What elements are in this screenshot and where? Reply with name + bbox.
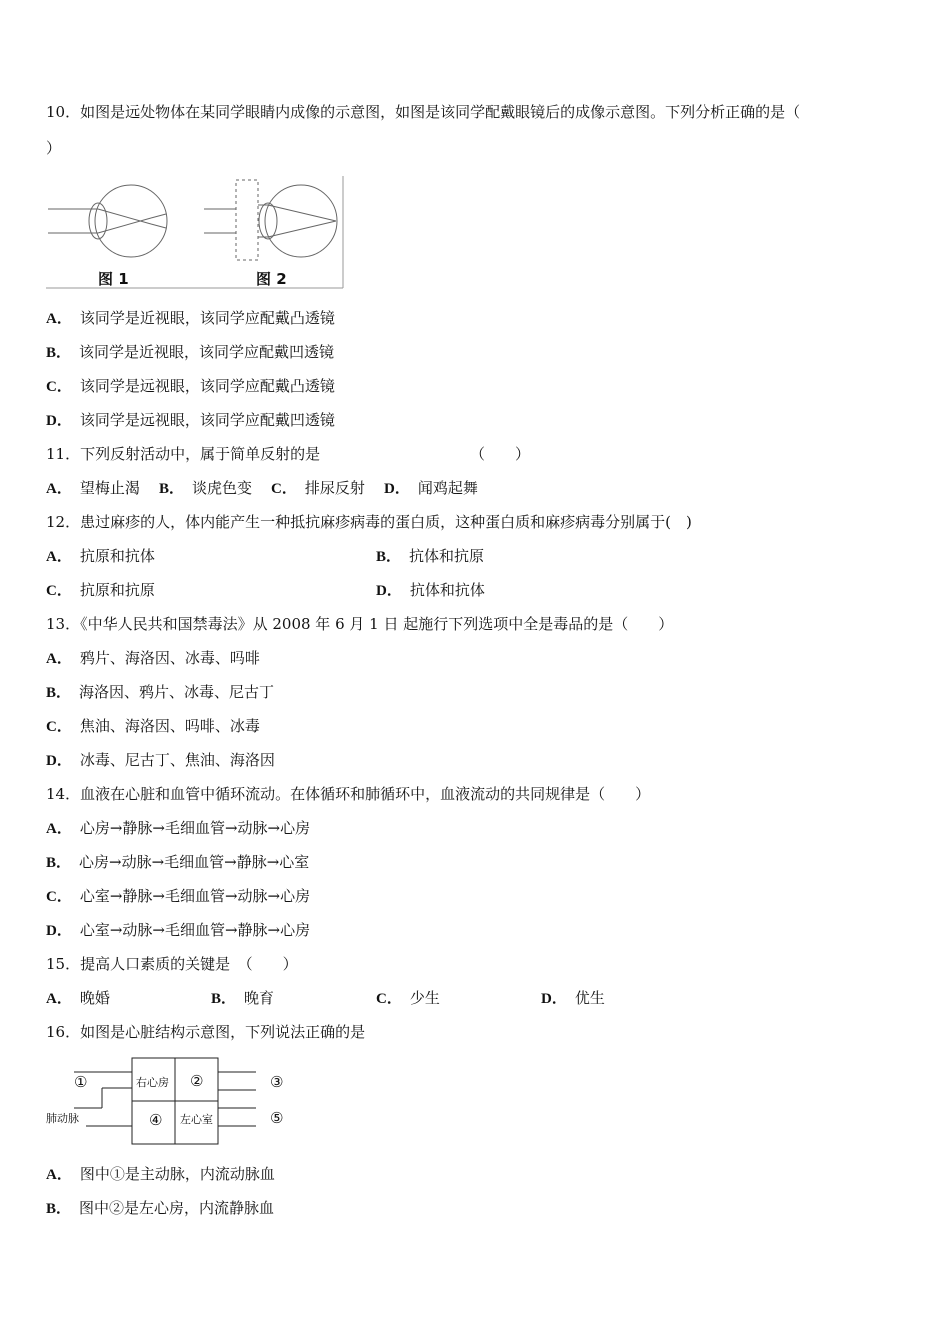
heart-label-pulmonary-artery: 肺动脉: [46, 1112, 79, 1125]
option-text: 谈虎色变: [191, 479, 252, 497]
q12-option-d: [376, 580, 485, 601]
option-text: 心房→动脉→毛细血管→静脉→心室: [79, 853, 310, 871]
option-label: B．: [211, 991, 237, 1007]
option-text: 该同学是远视眼，该同学应配戴凸透镜: [79, 377, 335, 395]
q16-stem: 16．如图是心脏结构示意图，下列说法正确的是: [46, 1023, 366, 1041]
option-label: A．: [46, 651, 72, 667]
q12-option-c: [46, 580, 155, 601]
q13-option-c: [46, 716, 260, 737]
option-text: 晚育: [244, 989, 275, 1007]
option-text: 心室→动脉→毛细血管→静脉→心房: [79, 921, 311, 939]
q10-option-a: [46, 308, 335, 329]
q13-option-b: [46, 682, 274, 703]
option-label: A．: [46, 311, 72, 327]
q15-stem: 15．提高人口素质的关键是 （ ）: [46, 955, 298, 973]
q15-option-a: [46, 988, 110, 1009]
q10-option-c: [46, 376, 335, 397]
option-label: C．: [46, 583, 72, 599]
heart-label-left-ventricle: 左心室: [180, 1113, 213, 1126]
option-label: B．: [46, 855, 72, 871]
eye-2-diagram: [204, 180, 337, 260]
q12-option-a: [46, 546, 155, 567]
option-text: 该同学是远视眼，该同学应配戴凹透镜: [79, 411, 335, 429]
option-text: 心房→静脉→毛细血管→动脉→心房: [79, 819, 311, 837]
option-text: 抗体和抗原: [409, 547, 485, 565]
q11-options: [46, 478, 478, 499]
option-label: B．: [376, 549, 402, 565]
q10-option-d: [46, 410, 335, 431]
option-text: 海洛因、鸦片、冰毒、尼古丁: [79, 683, 275, 701]
option-text: 优生: [574, 989, 605, 1007]
option-text: 望梅止渴: [79, 479, 140, 497]
heart-label-3: ③: [270, 1073, 284, 1091]
option-label: B．: [46, 345, 72, 361]
option-label: D．: [376, 583, 402, 599]
option-label: B．: [46, 1201, 72, 1217]
heart-label-2: ②: [190, 1072, 204, 1090]
option-label: D．: [46, 923, 72, 939]
option-text: 图中①是主动脉，内流动脉血: [79, 1165, 275, 1183]
q14-option-b: [46, 852, 309, 873]
q13-option-d: [46, 750, 275, 771]
q15-option-b: [211, 988, 274, 1009]
option-text: 该同学是近视眼，该同学应配戴凸透镜: [79, 309, 335, 327]
eye-1-diagram: [48, 185, 167, 257]
eye-figure: [46, 176, 346, 290]
heart-label-4: ④: [149, 1111, 163, 1129]
option-text: 抗体和抗体: [409, 581, 485, 599]
q10-stem: 10．如图是远处物体在某同学眼睛内成像的示意图，如图是该同学配戴眼镜后的成像示意图。下列分析正确的是（: [46, 103, 801, 121]
fig2-caption: 图 2: [256, 270, 287, 288]
option-text: 排尿反射: [304, 479, 365, 497]
option-label: D．: [46, 753, 72, 769]
heart-label-5: ⑤: [270, 1109, 284, 1127]
option-text: 少生: [409, 989, 440, 1007]
option-text: 焦油、海洛因、吗啡、冰毒: [79, 717, 260, 735]
heart-label-1: ①: [74, 1073, 88, 1091]
option-text: 冰毒、尼古丁、焦油、海洛因: [79, 751, 275, 769]
option-text: 抗原和抗原: [79, 581, 155, 599]
option-label: C．: [46, 719, 72, 735]
q14-stem: 14．血液在心脏和血管中循环流动。在体循环和肺循环中，血液流动的共同规律是（ ）: [46, 785, 651, 803]
q16-option-a: [46, 1164, 275, 1185]
option-text: 抗原和抗体: [79, 547, 155, 565]
q14-option-c: [46, 886, 310, 907]
q16-option-b: [46, 1198, 274, 1219]
option-text: 晚婚: [79, 989, 110, 1007]
q11-answer-paren: （ ）: [470, 445, 531, 463]
fig1-caption: 图 1: [98, 270, 129, 288]
option-label: A．: [46, 991, 72, 1007]
option-label: D．: [46, 413, 72, 429]
option-label: D．: [383, 481, 410, 497]
option-text: 鸦片、海洛因、冰毒、吗啡: [79, 649, 260, 667]
option-label: A．: [46, 481, 72, 497]
q14-option-a: [46, 818, 310, 839]
heart-label-right-atrium: 右心房: [136, 1076, 169, 1089]
option-text: 闻鸡起舞: [417, 479, 478, 497]
option-label: A．: [46, 1167, 72, 1183]
q12-stem: 12．患过麻疹的人，体内能产生一种抵抗麻疹病毒的蛋白质，这种蛋白质和麻疹病毒分别属于( ): [46, 513, 692, 531]
option-label: A．: [46, 821, 72, 837]
q14-option-d: [46, 920, 310, 941]
option-label: D．: [541, 991, 567, 1007]
option-text: 心室→静脉→毛细血管→动脉→心房: [79, 887, 311, 905]
heart-diagram: [44, 1056, 294, 1148]
q10-stem-end: ）: [46, 139, 62, 157]
q10-option-b: [46, 342, 334, 363]
option-text: 图中②是左心房，内流静脉血: [79, 1199, 275, 1217]
q13-option-a: [46, 648, 260, 669]
q12-option-b: [376, 546, 484, 567]
option-label: B．: [158, 481, 184, 497]
option-text: 该同学是近视眼，该同学应配戴凹透镜: [79, 343, 335, 361]
q13-stem: 13．《中华人民共和国禁毒法》从 2008 年 6 月 1 日 起施行下列选项中全是毒品的是（ ）: [46, 615, 674, 633]
option-label: A．: [46, 549, 72, 565]
option-label: C．: [376, 991, 402, 1007]
q15-option-c: [376, 988, 440, 1009]
option-label: C．: [46, 379, 72, 395]
option-label: C．: [271, 481, 297, 497]
q11-stem: 11．下列反射活动中，属于简单反射的是: [46, 445, 321, 463]
q15-option-d: [541, 988, 605, 1009]
option-label: B．: [46, 685, 72, 701]
option-label: C．: [46, 889, 72, 905]
